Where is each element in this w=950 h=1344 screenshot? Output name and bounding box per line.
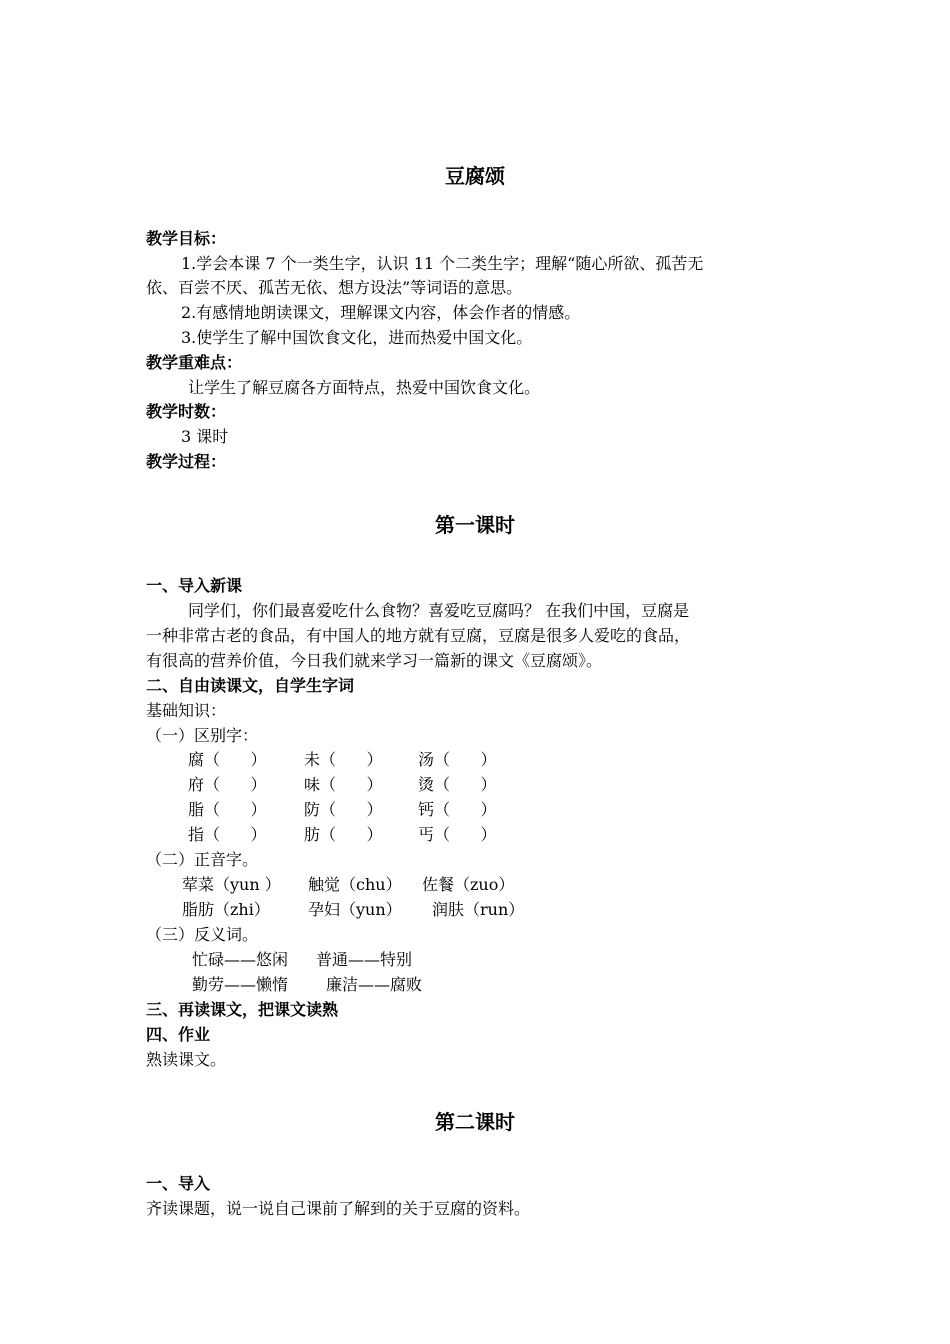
hours-text: 3 课时 [181, 427, 229, 446]
pronunciation-label: （二）正音字。 [146, 850, 259, 869]
lesson-1-section-1-heading: 一、导入新课 [146, 576, 243, 595]
lesson-1-intro-line-1: 同学们，你们最喜爱吃什么食物？喜爱吃豆腐吗？ 在我们中国，豆腐是 [188, 601, 690, 620]
char-cell: 味（ ） [304, 775, 383, 794]
basic-knowledge-label: 基础知识： [146, 701, 227, 720]
char-cell: 汤（ ） [418, 750, 497, 769]
antonym-pair: 普通——特别 [316, 950, 413, 969]
pinyin-item: 荤菜（yun ） [182, 875, 281, 894]
antonyms-label: （三）反义词。 [146, 925, 259, 944]
objectives-heading: 教学目标： [146, 229, 227, 248]
homework-text: 熟读课文。 [146, 1050, 227, 1069]
char-cell: 未（ ） [304, 750, 383, 769]
char-cell: 腐（ ） [188, 750, 267, 769]
char-cell: 肪（ ） [304, 825, 383, 844]
distinguish-chars-label: （一）区别字： [146, 726, 259, 745]
lesson-2-section-1-heading: 一、导入 [146, 1174, 211, 1193]
lesson-2-title: 第二课时 [435, 1110, 515, 1134]
key-points-heading: 教学重难点： [146, 353, 243, 372]
char-cell: 烫（ ） [418, 775, 497, 794]
objective-2: 2.有感情地朗读课文，理解课文内容，体会作者的情感。 [181, 303, 581, 322]
lesson-1-intro-line-3: 有很高的营养价值，今日我们就来学习一篇新的课文《豆腐颂》。 [146, 651, 603, 670]
antonym-pair: 廉洁——腐败 [326, 975, 423, 994]
lesson-1-section-4-heading: 四、作业 [146, 1025, 211, 1044]
lesson-2-section-1-text: 齐读课题，说一说自己课前了解到的关于豆腐的资料。 [146, 1199, 531, 1218]
hours-heading: 教学时数： [146, 402, 227, 421]
key-points-text: 让学生了解豆腐各方面特点，热爱中国饮食文化。 [188, 378, 541, 397]
lesson-1-title: 第一课时 [435, 513, 515, 537]
objective-3: 3.使学生了解中国饮食文化，进而热爱中国文化。 [181, 328, 533, 347]
lesson-1-intro-line-2: 一种非常古老的食品，有中国人的地方就有豆腐，豆腐是很多人爱吃的食品， [146, 626, 691, 645]
char-cell: 府（ ） [188, 775, 267, 794]
char-cell: 丐（ ） [418, 825, 497, 844]
document-title: 豆腐颂 [445, 164, 505, 188]
char-cell: 指（ ） [188, 825, 267, 844]
pinyin-item: 润肤（run） [432, 900, 525, 919]
lesson-1-section-2-heading: 二、自由读课文，自学生字词 [146, 676, 355, 695]
antonym-pair: 勤劳——懒惰 [192, 975, 289, 994]
antonym-pair: 忙碌——悠闲 [192, 950, 289, 969]
char-cell: 防（ ） [304, 800, 383, 819]
objective-1-line-2: 依、百尝不厌、孤苦无依、想方设法”等词语的意思。 [146, 278, 523, 297]
objective-1-line-1: 1.学会本课 7 个一类生字，认识 11 个二类生字；理解“随心所欲、孤苦无 [181, 254, 704, 273]
char-cell: 钙（ ） [418, 800, 497, 819]
pinyin-item: 孕妇（yun） [308, 900, 402, 919]
process-heading: 教学过程： [146, 452, 227, 471]
char-cell: 脂（ ） [188, 800, 267, 819]
pinyin-item: 触觉（chu） [308, 875, 402, 894]
pinyin-item: 脂肪（zhi） [182, 900, 270, 919]
pinyin-item: 佐餐（zuo） [422, 875, 515, 894]
lesson-1-section-3-heading: 三、再读课文，把课文读熟 [146, 1000, 339, 1019]
